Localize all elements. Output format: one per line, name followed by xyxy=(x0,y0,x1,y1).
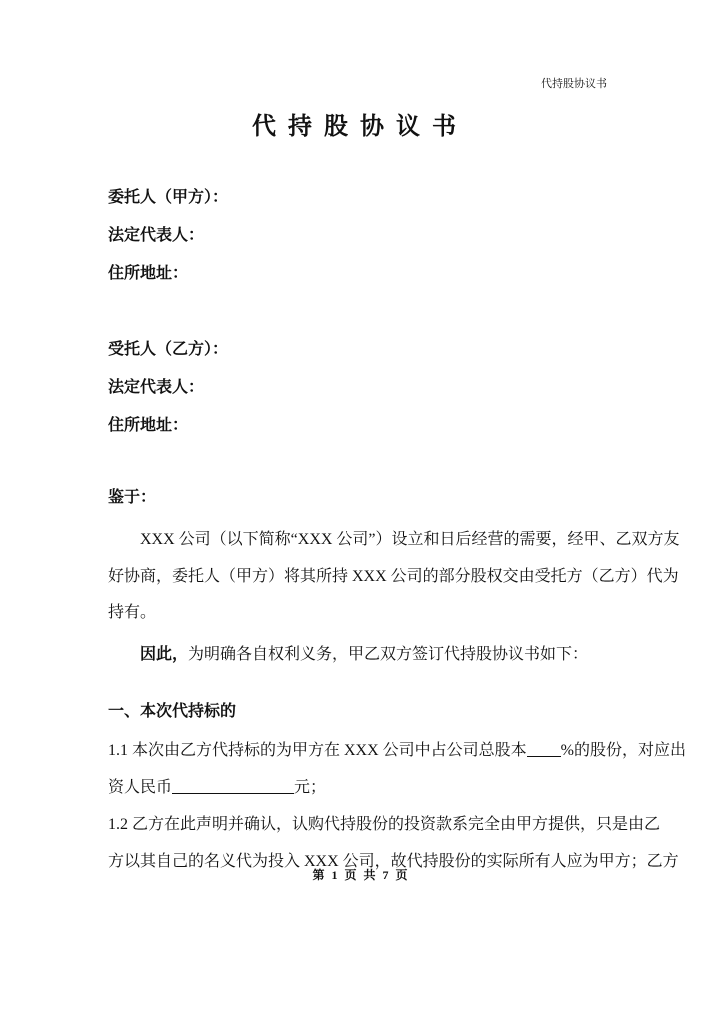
party-b-address: 住所地址： xyxy=(108,417,189,434)
clause-text: 1.1 本次由乙方代持标的为甲方在 XXX 公司中占公司总股本 %的股份，对应出 xyxy=(108,742,687,759)
whereas-line: 持有。 xyxy=(108,604,157,621)
party-b-label: 受托人（乙方）： xyxy=(108,341,229,358)
clause-1-1-cont: 资人民币 元； xyxy=(108,779,327,796)
clause-1-2-line: 1.2 乙方在此声明并确认，认购代持股份的投资款系完全由甲方提供，只是由乙 xyxy=(108,816,661,833)
therefore-text: 为明确各自权利义务，甲乙双方签订代持股协议书如下： xyxy=(188,646,589,663)
therefore-bold: 因此， xyxy=(140,646,189,663)
party-a-rep: 法定代表人： xyxy=(108,227,205,244)
amount-blank xyxy=(172,777,294,794)
whereas-label: 鉴于： xyxy=(108,489,157,506)
whereas-line: XXX 公司（以下简称“XXX 公司”）设立和日后经营的需要，经甲、乙双方友 xyxy=(140,531,680,548)
running-header: 代持股协议书 xyxy=(541,78,607,90)
percent-blank xyxy=(527,740,561,757)
clause-1-2-line: 方以其自己的名义代为投入 XXX 公司，故代持股份的实际所有人应为甲方；乙方 xyxy=(108,853,679,870)
party-a-address: 住所地址： xyxy=(108,265,189,282)
clause-1-1 xyxy=(108,740,687,761)
section-heading: 一、本次代持标的 xyxy=(108,703,237,720)
document-title: 代持股协议书 xyxy=(252,114,468,140)
page-footer: 第 1 页 共 7 页 xyxy=(312,868,408,882)
party-a-label: 委托人（甲方）： xyxy=(108,189,229,206)
party-b-rep: 法定代表人： xyxy=(108,379,205,396)
whereas-line: 好协商，委托人（甲方）将其所持 XXX 公司的部分股权交由受托方（乙方）代为 xyxy=(108,568,679,585)
therefore-paragraph xyxy=(140,645,588,665)
